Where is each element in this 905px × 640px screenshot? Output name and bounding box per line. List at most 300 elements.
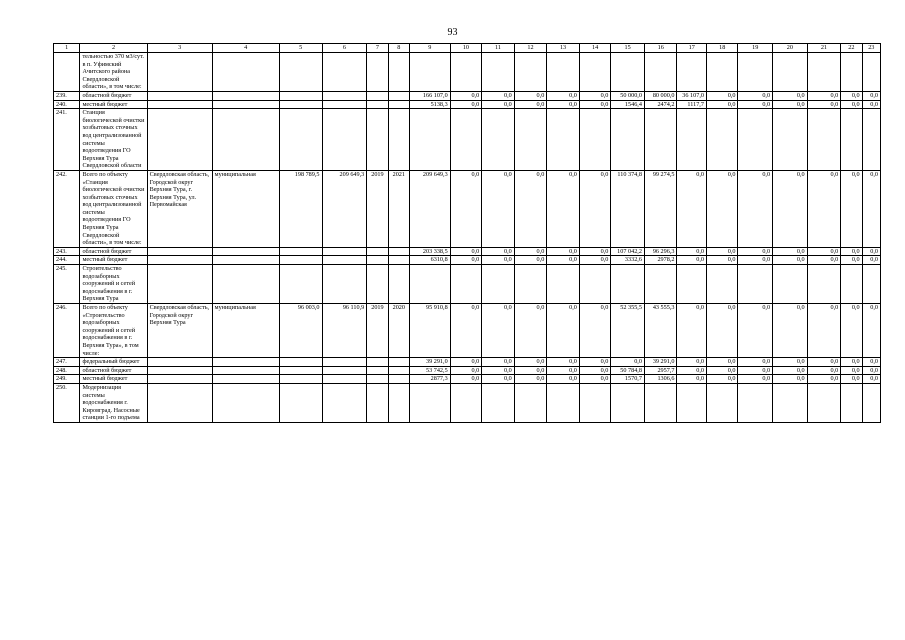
empty-cell	[677, 53, 706, 92]
amount-cell: 5138,3	[409, 100, 450, 109]
amount-cell: 2474,2	[644, 100, 677, 109]
empty-cell	[773, 53, 808, 92]
row-number-cell: 245.	[54, 265, 80, 304]
estimated-cost-current-cell: 96 110,9	[322, 304, 367, 358]
empty-cell	[547, 53, 580, 92]
empty-cell	[279, 256, 322, 265]
amount-cell: 0,0	[579, 375, 611, 384]
empty-cell	[644, 109, 677, 171]
empty-cell	[611, 383, 645, 422]
amount-cell: 1306,6	[644, 375, 677, 384]
amount-cell: 0,0	[482, 91, 515, 100]
column-number-cell: 3	[147, 44, 212, 53]
empty-cell	[738, 265, 773, 304]
amount-cell: 0,0	[773, 100, 808, 109]
column-number-cell: 9	[409, 44, 450, 53]
address-cell: Свердловская область, Городской округ Верхняя Тура	[147, 304, 212, 358]
empty-cell	[279, 53, 322, 92]
column-number-cell: 23	[862, 44, 880, 53]
amount-cell: 0,0	[773, 358, 808, 367]
row-name-cell: тельностью 370 м3/сут. в п. Уфимский Ачитского района Свердловской области», в том числе:	[80, 53, 147, 92]
amount-cell: 95 910,8	[409, 304, 450, 358]
empty-cell	[677, 265, 706, 304]
amount-cell: 0,0	[773, 170, 808, 247]
estimated-cost-cell: 198 789,5	[279, 170, 322, 247]
empty-cell	[388, 383, 409, 422]
empty-cell	[409, 109, 450, 171]
row-number-cell: 249.	[54, 375, 80, 384]
amount-cell: 0,0	[738, 366, 773, 375]
row-name-cell: областной бюджет	[80, 366, 147, 375]
empty-cell	[322, 247, 367, 256]
empty-cell	[611, 53, 645, 92]
column-number-cell: 18	[706, 44, 738, 53]
amount-cell: 0,0	[738, 247, 773, 256]
amount-cell: 0,0	[706, 304, 738, 358]
amount-cell: 0,0	[807, 366, 841, 375]
empty-cell	[482, 265, 515, 304]
estimated-cost-current-cell: 209 649,3	[322, 170, 367, 247]
column-number-cell: 7	[367, 44, 388, 53]
empty-cell	[450, 265, 482, 304]
empty-cell	[611, 109, 645, 171]
empty-cell	[862, 383, 880, 422]
budget-source-row	[54, 91, 881, 100]
amount-cell: 0,0	[514, 170, 547, 247]
amount-cell: 0,0	[579, 247, 611, 256]
amount-cell: 0,0	[706, 358, 738, 367]
ownership-cell: муниципальная	[212, 170, 279, 247]
column-number-cell: 13	[547, 44, 580, 53]
amount-cell: 52 355,5	[611, 304, 645, 358]
empty-cell	[279, 358, 322, 367]
empty-cell	[367, 383, 388, 422]
column-number-cell: 11	[482, 44, 515, 53]
amount-cell: 0,0	[841, 247, 862, 256]
amount-cell: 0,0	[547, 170, 580, 247]
empty-cell	[388, 100, 409, 109]
row-number-cell: 244.	[54, 256, 80, 265]
empty-cell	[367, 91, 388, 100]
row-name-cell: местный бюджет	[80, 100, 147, 109]
empty-cell	[409, 53, 450, 92]
empty-cell	[147, 247, 212, 256]
empty-cell	[212, 265, 279, 304]
amount-cell: 0,0	[841, 366, 862, 375]
column-number-cell: 1	[54, 44, 80, 53]
amount-cell: 1117,7	[677, 100, 706, 109]
empty-cell	[514, 109, 547, 171]
empty-cell	[388, 366, 409, 375]
empty-cell	[579, 265, 611, 304]
amount-cell: 0,0	[579, 170, 611, 247]
amount-cell: 209 649,3	[409, 170, 450, 247]
empty-cell	[841, 53, 862, 92]
amount-cell: 0,0	[514, 358, 547, 367]
row-number-cell: 248.	[54, 366, 80, 375]
amount-cell: 80 000,0	[644, 91, 677, 100]
object-total-row	[54, 170, 881, 247]
amount-cell: 0,0	[450, 100, 482, 109]
amount-cell: 0,0	[841, 358, 862, 367]
empty-cell	[644, 383, 677, 422]
amount-cell: 0,0	[677, 375, 706, 384]
amount-cell: 0,0	[547, 375, 580, 384]
budget-source-row	[54, 247, 881, 256]
row-name-cell: федеральный бюджет	[80, 358, 147, 367]
budget-table	[53, 43, 881, 423]
amount-cell: 110 374,8	[611, 170, 645, 247]
empty-cell	[388, 375, 409, 384]
amount-cell: 0,0	[706, 170, 738, 247]
empty-cell	[279, 100, 322, 109]
empty-cell	[147, 383, 212, 422]
amount-cell: 0,0	[547, 304, 580, 358]
amount-cell: 0,0	[482, 358, 515, 367]
amount-cell: 0,0	[482, 375, 515, 384]
amount-cell: 0,0	[862, 170, 880, 247]
empty-cell	[322, 366, 367, 375]
amount-cell: 0,0	[579, 358, 611, 367]
empty-cell	[579, 109, 611, 171]
amount-cell: 0,0	[482, 170, 515, 247]
empty-cell	[388, 358, 409, 367]
amount-cell: 0,0	[738, 91, 773, 100]
amount-cell: 0,0	[862, 100, 880, 109]
amount-cell: 0,0	[579, 366, 611, 375]
empty-cell	[279, 109, 322, 171]
empty-cell	[279, 375, 322, 384]
empty-cell	[212, 256, 279, 265]
amount-cell: 0,0	[677, 304, 706, 358]
row-name-cell: Станция биологической очистки хозбытовых сточных вод централизованной системы водоотведения ГО Верхняя Тура Свердловской области	[80, 109, 147, 171]
empty-cell	[367, 100, 388, 109]
column-number-row	[54, 44, 881, 53]
empty-cell	[807, 109, 841, 171]
empty-cell	[409, 265, 450, 304]
empty-cell	[841, 265, 862, 304]
empty-cell	[212, 366, 279, 375]
column-number-cell: 12	[514, 44, 547, 53]
column-number-cell: 17	[677, 44, 706, 53]
budget-source-row	[54, 256, 881, 265]
empty-cell	[482, 383, 515, 422]
amount-cell: 0,0	[450, 170, 482, 247]
amount-cell: 0,0	[773, 91, 808, 100]
column-number-cell: 15	[611, 44, 645, 53]
amount-cell: 0,0	[738, 358, 773, 367]
amount-cell: 0,0	[706, 366, 738, 375]
amount-cell: 0,0	[677, 366, 706, 375]
amount-cell: 0,0	[450, 358, 482, 367]
amount-cell: 2957,7	[644, 366, 677, 375]
column-number-cell: 8	[388, 44, 409, 53]
amount-cell: 0,0	[807, 358, 841, 367]
amount-cell: 203 338,5	[409, 247, 450, 256]
end-year-cell: 2021	[388, 170, 409, 247]
amount-cell: 0,0	[807, 247, 841, 256]
amount-cell: 0,0	[450, 304, 482, 358]
amount-cell: 0,0	[579, 304, 611, 358]
amount-cell: 0,0	[677, 247, 706, 256]
ownership-cell: муниципальная	[212, 304, 279, 358]
section-title-row	[54, 265, 881, 304]
empty-cell	[388, 256, 409, 265]
amount-cell: 0,0	[773, 256, 808, 265]
amount-cell: 0,0	[482, 304, 515, 358]
column-number-cell: 16	[644, 44, 677, 53]
amount-cell: 0,0	[738, 170, 773, 247]
amount-cell: 0,0	[841, 100, 862, 109]
amount-cell: 0,0	[862, 247, 880, 256]
empty-cell	[212, 383, 279, 422]
amount-cell: 0,0	[738, 256, 773, 265]
amount-cell: 0,0	[450, 375, 482, 384]
empty-cell	[547, 383, 580, 422]
amount-cell: 43 555,3	[644, 304, 677, 358]
amount-cell: 0,0	[807, 256, 841, 265]
amount-cell: 3332,6	[611, 256, 645, 265]
object-total-row	[54, 304, 881, 358]
empty-cell	[738, 109, 773, 171]
amount-cell: 0,0	[807, 91, 841, 100]
amount-cell: 0,0	[862, 375, 880, 384]
empty-cell	[773, 265, 808, 304]
empty-cell	[388, 265, 409, 304]
empty-cell	[367, 375, 388, 384]
amount-cell: 0,0	[862, 91, 880, 100]
empty-cell	[862, 109, 880, 171]
row-number-cell: 242.	[54, 170, 80, 247]
amount-cell: 0,0	[773, 375, 808, 384]
row-name-cell: местный бюджет	[80, 256, 147, 265]
amount-cell: 0,0	[547, 358, 580, 367]
row-number-cell: 250.	[54, 383, 80, 422]
empty-cell	[677, 109, 706, 171]
empty-cell	[807, 383, 841, 422]
amount-cell: 166 107,0	[409, 91, 450, 100]
row-name-cell: местный бюджет	[80, 375, 147, 384]
amount-cell: 0,0	[450, 256, 482, 265]
empty-cell	[147, 100, 212, 109]
amount-cell: 0,0	[862, 256, 880, 265]
empty-cell	[322, 265, 367, 304]
empty-cell	[862, 53, 880, 92]
amount-cell: 0,0	[514, 256, 547, 265]
amount-cell: 50 784,8	[611, 366, 645, 375]
row-name-cell: областной бюджет	[80, 247, 147, 256]
row-name-cell: Всего по объекту «Станция биологической очистки хозбытовых сточных вод централизованной системы водоотведения ГО Верхняя Тура Свердловской области», в том числе:	[80, 170, 147, 247]
empty-cell	[482, 53, 515, 92]
empty-cell	[450, 109, 482, 171]
row-number-cell: 246.	[54, 304, 80, 358]
empty-cell	[147, 366, 212, 375]
empty-cell	[611, 265, 645, 304]
amount-cell: 0,0	[482, 247, 515, 256]
column-number-cell: 6	[322, 44, 367, 53]
amount-cell: 0,0	[706, 375, 738, 384]
amount-cell: 0,0	[807, 304, 841, 358]
amount-cell: 0,0	[482, 256, 515, 265]
empty-cell	[322, 358, 367, 367]
amount-cell: 0,0	[450, 366, 482, 375]
empty-cell	[807, 265, 841, 304]
section-title-row	[54, 109, 881, 171]
amount-cell: 0,0	[862, 366, 880, 375]
empty-cell	[367, 53, 388, 92]
empty-cell	[773, 109, 808, 171]
empty-cell	[367, 109, 388, 171]
section-title-row	[54, 53, 881, 92]
empty-cell	[147, 375, 212, 384]
column-number-cell: 21	[807, 44, 841, 53]
amount-cell: 0,0	[706, 247, 738, 256]
amount-cell: 0,0	[482, 100, 515, 109]
empty-cell	[147, 109, 212, 171]
empty-cell	[212, 358, 279, 367]
amount-cell: 50 000,0	[611, 91, 645, 100]
empty-cell	[547, 109, 580, 171]
row-number-cell	[54, 53, 80, 92]
empty-cell	[367, 265, 388, 304]
column-number-cell: 10	[450, 44, 482, 53]
budget-source-row	[54, 358, 881, 367]
empty-cell	[212, 53, 279, 92]
amount-cell: 36 107,0	[677, 91, 706, 100]
amount-cell: 0,0	[547, 256, 580, 265]
empty-cell	[322, 256, 367, 265]
amount-cell: 0,0	[773, 304, 808, 358]
amount-cell: 0,0	[547, 100, 580, 109]
amount-cell: 0,0	[841, 375, 862, 384]
empty-cell	[450, 53, 482, 92]
amount-cell: 39 291,0	[644, 358, 677, 367]
row-name-cell: Модернизация системы водоснабжения г. Кировград. Насосные станции 1-го подъема	[80, 383, 147, 422]
amount-cell: 2978,2	[644, 256, 677, 265]
empty-cell	[212, 100, 279, 109]
empty-cell	[514, 53, 547, 92]
empty-cell	[322, 375, 367, 384]
empty-cell	[212, 247, 279, 256]
empty-cell	[388, 53, 409, 92]
row-number-cell: 243.	[54, 247, 80, 256]
empty-cell	[579, 383, 611, 422]
empty-cell	[862, 265, 880, 304]
amount-cell: 0,0	[706, 256, 738, 265]
empty-cell	[514, 383, 547, 422]
empty-cell	[841, 109, 862, 171]
amount-cell: 0,0	[579, 256, 611, 265]
amount-cell: 0,0	[482, 366, 515, 375]
column-number-cell: 5	[279, 44, 322, 53]
amount-cell: 0,0	[677, 256, 706, 265]
table-body	[54, 44, 881, 423]
empty-cell	[279, 265, 322, 304]
empty-cell	[738, 383, 773, 422]
empty-cell	[147, 265, 212, 304]
amount-cell: 1546,4	[611, 100, 645, 109]
amount-cell: 0,0	[611, 358, 645, 367]
amount-cell: 0,0	[738, 100, 773, 109]
amount-cell: 2877,3	[409, 375, 450, 384]
amount-cell: 0,0	[547, 91, 580, 100]
empty-cell	[388, 91, 409, 100]
amount-cell: 0,0	[677, 170, 706, 247]
empty-cell	[807, 53, 841, 92]
empty-cell	[547, 265, 580, 304]
empty-cell	[482, 109, 515, 171]
budget-source-row	[54, 100, 881, 109]
empty-cell	[644, 53, 677, 92]
empty-cell	[147, 358, 212, 367]
empty-cell	[322, 383, 367, 422]
amount-cell: 0,0	[841, 170, 862, 247]
empty-cell	[367, 256, 388, 265]
empty-cell	[514, 265, 547, 304]
empty-cell	[450, 383, 482, 422]
amount-cell: 0,0	[773, 247, 808, 256]
amount-cell: 0,0	[738, 304, 773, 358]
empty-cell	[367, 366, 388, 375]
empty-cell	[212, 375, 279, 384]
empty-cell	[706, 265, 738, 304]
row-name-cell: Всего по объекту «Строительство водозаборных сооружений и сетей водоснабжения в г. Верхняя Тура», в том числе:	[80, 304, 147, 358]
start-year-cell: 2019	[367, 304, 388, 358]
empty-cell	[706, 109, 738, 171]
empty-cell	[279, 366, 322, 375]
amount-cell: 0,0	[773, 366, 808, 375]
row-name-cell: областной бюджет	[80, 91, 147, 100]
empty-cell	[322, 109, 367, 171]
amount-cell: 0,0	[677, 358, 706, 367]
amount-cell: 0,0	[450, 91, 482, 100]
empty-cell	[322, 100, 367, 109]
amount-cell: 0,0	[862, 358, 880, 367]
budget-source-row	[54, 375, 881, 384]
row-number-cell: 247.	[54, 358, 80, 367]
empty-cell	[147, 53, 212, 92]
amount-cell: 0,0	[807, 375, 841, 384]
amount-cell: 0,0	[841, 91, 862, 100]
amount-cell: 0,0	[706, 91, 738, 100]
amount-cell: 0,0	[514, 247, 547, 256]
amount-cell: 0,0	[579, 100, 611, 109]
row-number-cell: 240.	[54, 100, 80, 109]
amount-cell: 0,0	[579, 91, 611, 100]
empty-cell	[367, 247, 388, 256]
page-number: 93	[447, 27, 458, 38]
empty-cell	[279, 383, 322, 422]
amount-cell: 0,0	[547, 247, 580, 256]
amount-cell: 0,0	[514, 100, 547, 109]
column-number-cell: 20	[773, 44, 808, 53]
empty-cell	[279, 91, 322, 100]
empty-cell	[706, 53, 738, 92]
empty-cell	[388, 109, 409, 171]
row-name-cell: Строительство водозаборных сооружений и сетей водоснабжения в г. Верхняя Тура	[80, 265, 147, 304]
amount-cell: 0,0	[807, 100, 841, 109]
amount-cell: 39 291,0	[409, 358, 450, 367]
row-number-cell: 239.	[54, 91, 80, 100]
empty-cell	[322, 91, 367, 100]
column-number-cell: 19	[738, 44, 773, 53]
row-number-cell: 241.	[54, 109, 80, 171]
amount-cell: 0,0	[514, 366, 547, 375]
address-cell: Свердловская область, Городской округ Верхняя Тура, г. Верхняя Тура, ул. Первомайская	[147, 170, 212, 247]
amount-cell: 0,0	[738, 375, 773, 384]
amount-cell: 99 274,5	[644, 170, 677, 247]
empty-cell	[212, 91, 279, 100]
